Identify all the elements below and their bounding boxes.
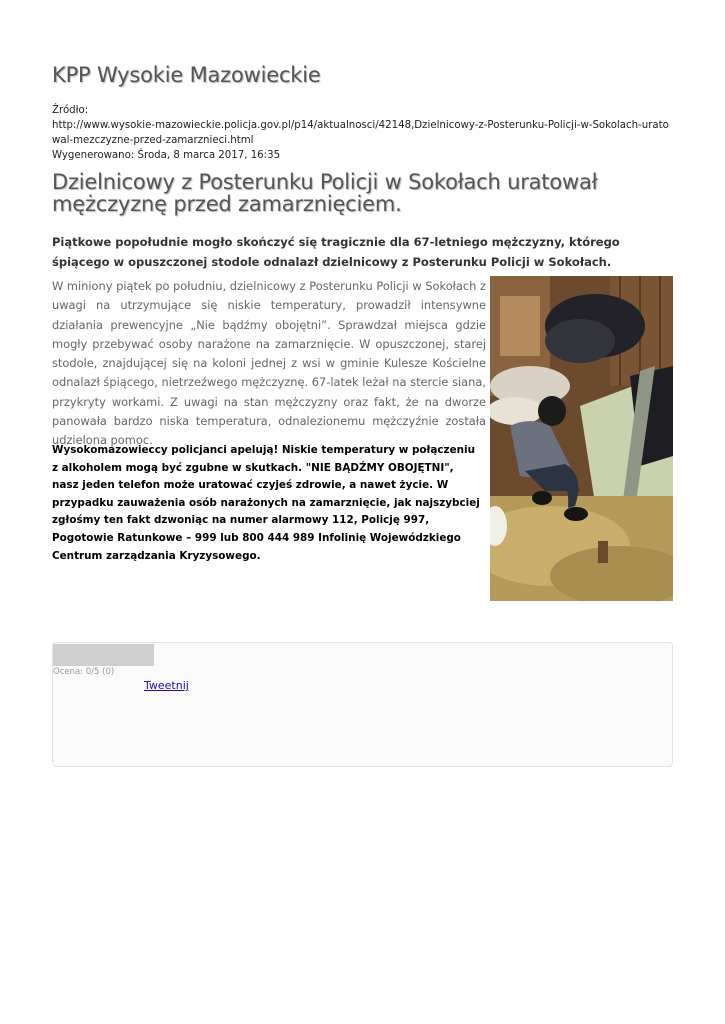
article-photo (490, 276, 673, 601)
tweet-link[interactable]: Tweetnij (144, 679, 189, 692)
source-meta (52, 103, 677, 163)
article-appeal: Wysokomazowieccy policjanci apelują! Niskie temperatury w połączeniu z alkoholem mogą być zgubne w skutkach. "NIE BĄDŹMY OBOJĘTNI", nasz jeden telefon może uratować czyjeś zdrowie, a nawet życie. W przypadku zauważenia osób narażonych na zamarznięcie, jak najszybciej zgłośmy ten fakt dzwoniąc na numer alarmowy 112, Policję 997, Pogotowie Ratunkowe – 999 lub 800 444 989 Infolinię Wojewódzkiego Centrum zarządzania Kryzysowego. (52, 444, 480, 562)
rating-text: Ocena: 0/5 (0) (53, 667, 115, 677)
site-title: KPP Wysokie Mazowieckie (52, 63, 321, 87)
rating-stars[interactable] (53, 644, 154, 666)
article-body: W miniony piątek po południu, dzielnicowy z Posterunku Policji w Sokołach z uwagi na utrzymujące się niskie temperatury, prowadził intensywne działania prewencyjne „Nie bądźmy obojętni”. Sprawdzał miejsca gdzie mogły przebywać osoby narażone na zamarznięcie. W opuszczonej, starej stodole, znajdującej się na koloni jednej z wsi w gminie Kulesze Kościelne odnalazł śpiącego, nietrzeźwego mężczyznę. 67-latek leżał na stercie siana, przykryty workami. Z uwagi na stan mężczyzny oraz fakt, że na dworze panowała bardzo niska temperatura, odnalezionemu mężczyźnie została udzielona pomoc. (52, 279, 486, 448)
source-url: http://www.wysokie-mazowieckie.policja.gov.pl/p14/aktualnosci/42148,Dzielnicowy-z-Posterunku-Policji-w-Sokolach-uratowal-mezczyzne-przed-zamarznieci.html (52, 120, 669, 146)
source-label: Źródło: (52, 105, 89, 116)
article-lead: Piątkowe popołudnie mogło skończyć się tragicznie dla 67-letniego mężczyzny, którego śpiącego w opuszczonej stodole odnalazł dzielnicowy z Posterunku Policji w Sokołach. (52, 235, 620, 269)
generated-date: Wygenerowano: Środa, 8 marca 2017, 16:35 (52, 150, 281, 161)
rating-panel (52, 642, 673, 767)
article-title: Dzielnicowy z Posterunku Policji w Sokołach uratował mężczyznę przed zamarznięciem. (52, 170, 598, 216)
